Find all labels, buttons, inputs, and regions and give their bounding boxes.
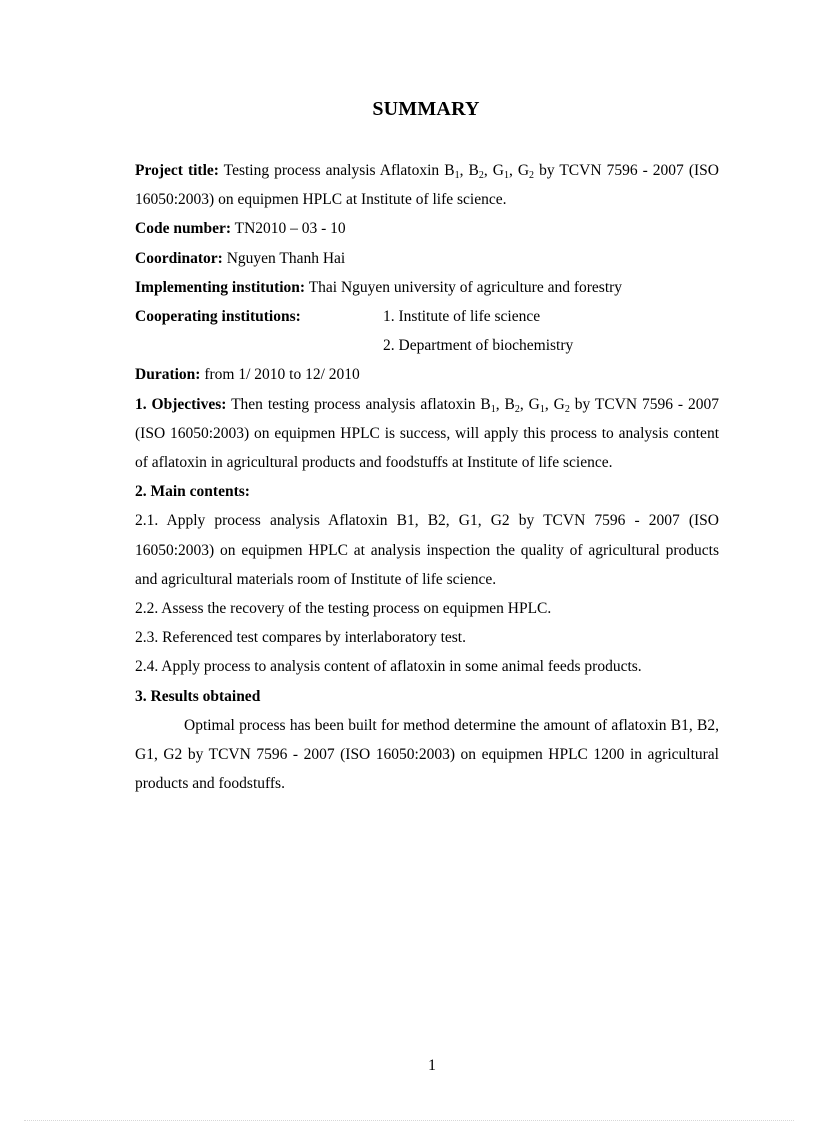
coordinator-line (135, 244, 719, 273)
main-content-item: 2.1. Apply process analysis Aflatoxin B1, B2, G1, G2 by TCVN 7596 - 2007 (ISO 16050:2003) on equipmen HPLC at analysis inspection the quality of agricultural products and agricultural materials room of Institute of life science. (135, 512, 719, 588)
duration-line (135, 360, 719, 389)
cooperating-label: Cooperating institutions: (135, 308, 301, 326)
code-number-label: Code number: (135, 220, 232, 238)
coordinator-label: Coordinator: (135, 249, 223, 267)
implementing-line (135, 273, 719, 302)
duration-value: from 1/ 2010 to 12/ 2010 (200, 366, 360, 384)
main-contents-heading: 2. Main contents: (135, 483, 250, 501)
results-paragraph: Optimal process has been built for method determine the amount of aflatoxin B1, B2, G1, G2 by TCVN 7596 - 2007 (ISO 16050:2003) on equipmen HPLC 1200 in agricultural products and foodstuffs. (135, 716, 719, 793)
objectives-paragraph: 1. Objectives: Then testing process analysis aflatoxin $B_1$, $B_2$, $G_1$, $G_2$ by TCVN 7596 - 2007 (ISO 16050:2003) on equipmen HPLC is success, will apply this process to analysis content of aflatoxin in agricultural products and foodstuffs at Institute of life science. (135, 395, 720, 472)
cooperating-line (135, 302, 719, 331)
results-heading: 3. Results obtained (135, 687, 261, 705)
project-title-paragraph: Project title: Testing process analysis Aflatoxin $B_1$, $B_2$, $G_1$, $G_2$ by TCVN 7596 - 2007 (ISO 16050:2003) on equipmen HPLC at Institute of life science. (135, 162, 719, 209)
objectives-label: 1. Objectives: (135, 395, 227, 413)
code-number-value: TN2010 – 03 - 10 (231, 220, 346, 238)
project-title-label: Project title: (135, 162, 219, 179)
main-content-item: 2.2. Assess the recovery of the testing process on equipmen HPLC. (135, 600, 552, 618)
page-title: SUMMARY (372, 98, 480, 120)
page-bottom-divider (24, 1120, 794, 1121)
code-number-line (135, 214, 719, 243)
implementing-label: Implementing institution: (135, 278, 306, 296)
page-number: 1 (428, 1057, 436, 1074)
summary-body (135, 156, 719, 798)
main-content-item: 2.3. Referenced test compares by interlaboratory test. (135, 629, 466, 647)
duration-label: Duration: (135, 366, 201, 384)
cooperating-item-1: 1. Institute of life science (383, 308, 541, 326)
implementing-value: Thai Nguyen university of agriculture and forestry (305, 278, 623, 296)
main-content-item: 2.4. Apply process to analysis content of aflatoxin in some animal feeds products. (135, 658, 642, 676)
cooperating-item-2: 2. Department of biochemistry (383, 337, 574, 355)
coordinator-value: Nguyen Thanh Hai (222, 249, 346, 267)
